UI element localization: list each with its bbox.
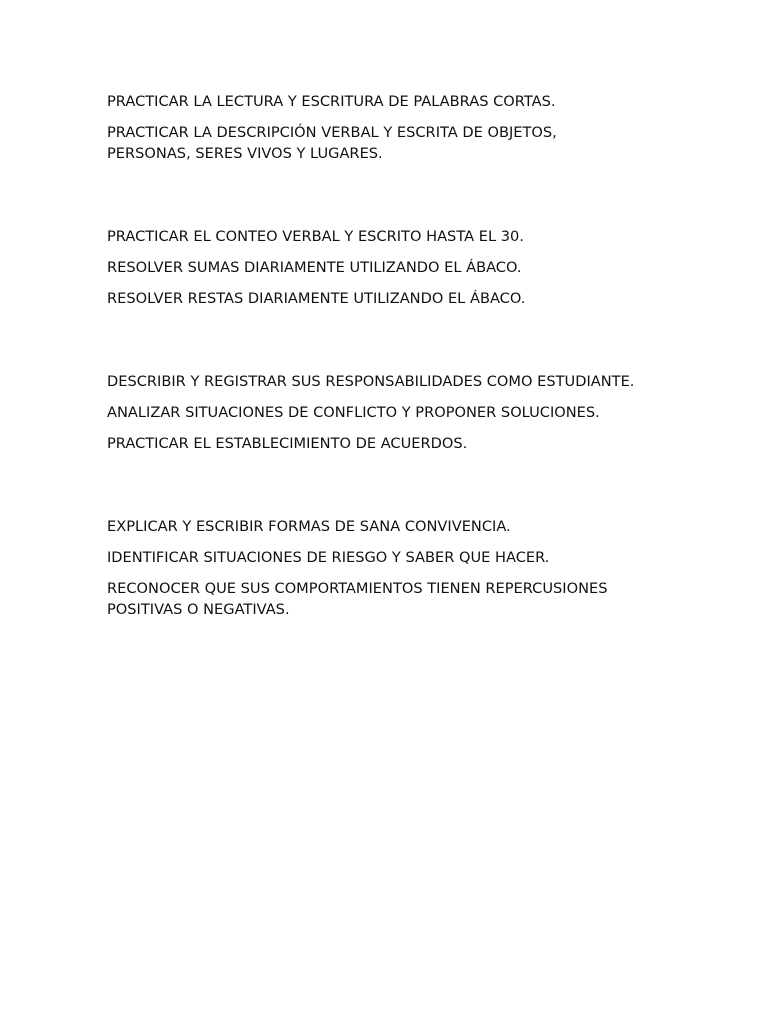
section-matematicas	[107, 226, 667, 309]
objective-line: RESOLVER SUMAS DIARIAMENTE UTILIZANDO EL ÁBACO.	[107, 259, 522, 276]
objective-line: PRACTICAR EL CONTEO VERBAL Y ESCRITO HASTA EL 30.	[107, 228, 524, 245]
objective-line: IDENTIFICAR SITUACIONES DE RIESGO Y SABER QUE HACER.	[107, 549, 550, 566]
section-formacion-civica	[107, 371, 667, 454]
objective-line: PRACTICAR EL ESTABLECIMIENTO DE ACUERDOS.	[107, 435, 468, 452]
objective-line: RECONOCER QUE SUS COMPORTAMIENTOS TIENEN REPERCUSIONES POSITIVAS O NEGATIVAS.	[107, 580, 608, 618]
objective-line: PRACTICAR LA DESCRIPCIÓN VERBAL Y ESCRITA DE OBJETOS, PERSONAS, SERES VIVOS Y LUGARES.	[107, 124, 557, 162]
objective-line: PRACTICAR LA LECTURA Y ESCRITURA DE PALABRAS CORTAS.	[107, 93, 556, 110]
objective-line: DESCRIBIR Y REGISTRAR SUS RESPONSABILIDADES COMO ESTUDIANTE.	[107, 373, 635, 390]
objective-line: EXPLICAR Y ESCRIBIR FORMAS DE SANA CONVIVENCIA.	[107, 518, 511, 535]
objective-line: ANALIZAR SITUACIONES DE CONFLICTO Y PROPONER SOLUCIONES.	[107, 404, 600, 421]
section-lenguaje	[107, 91, 667, 164]
objective-line: RESOLVER RESTAS DIARIAMENTE UTILIZANDO EL ÁBACO.	[107, 290, 526, 307]
document-page	[107, 91, 667, 620]
section-convivencia	[107, 516, 667, 620]
